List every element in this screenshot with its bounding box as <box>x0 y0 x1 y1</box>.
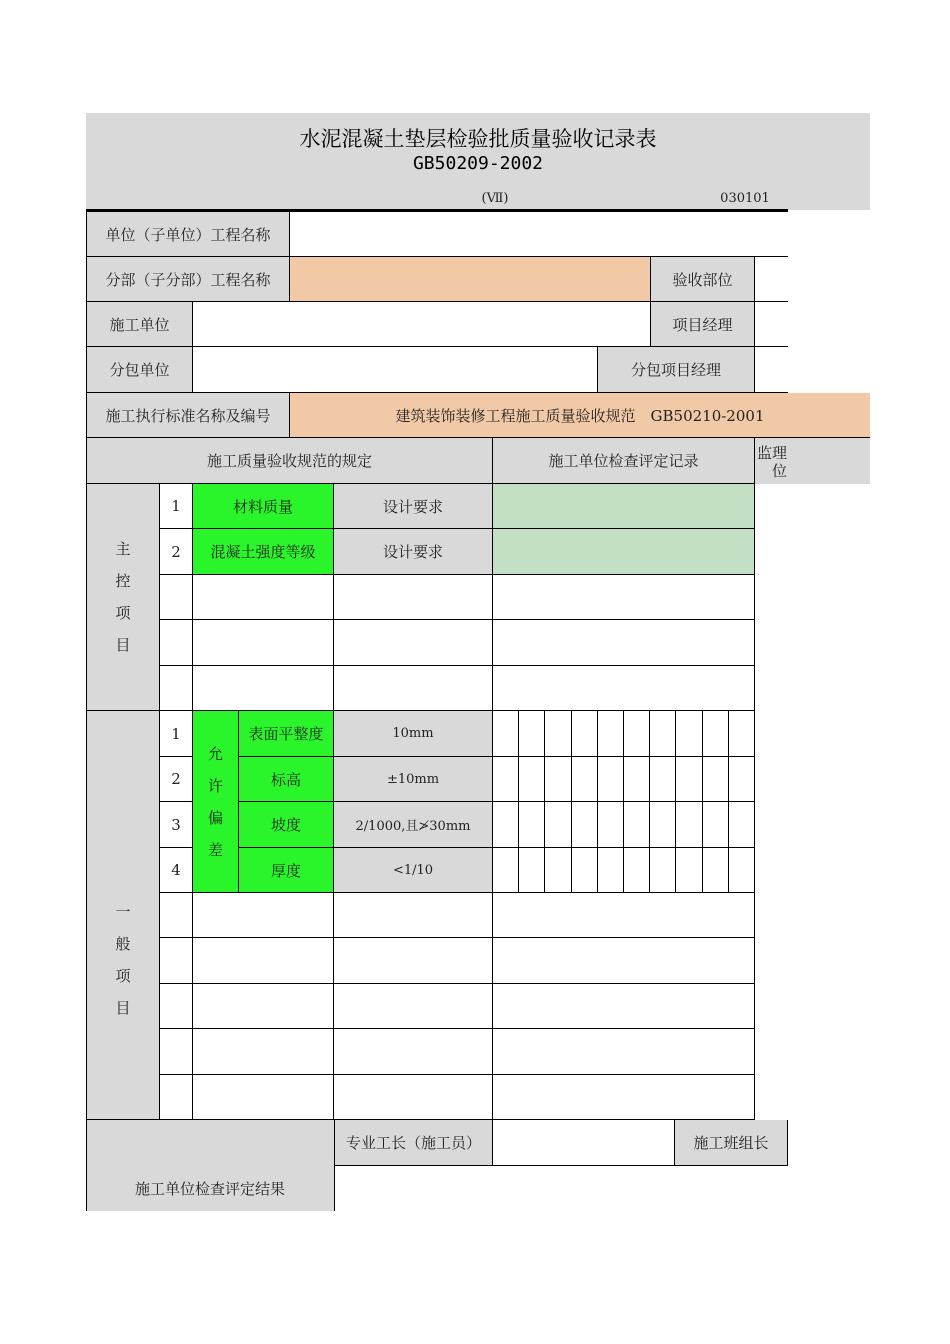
main-control-char: 主 <box>115 540 131 558</box>
subcontract-manager-label: 分包项目经理 <box>598 347 755 393</box>
general-empty-tolerance[interactable] <box>334 1029 493 1075</box>
general-empty-no <box>160 984 193 1029</box>
subcontract-unit-field[interactable] <box>193 347 598 393</box>
general-char: 目 <box>115 999 131 1017</box>
project-manager-label: 项目经理 <box>651 302 755 347</box>
roman-number: (Ⅶ) <box>481 190 509 206</box>
main-control-section-label <box>86 484 160 711</box>
general-item-tolerance: 10mm <box>334 711 493 757</box>
general-empty-no <box>160 938 193 984</box>
measurement-cell[interactable] <box>676 848 702 893</box>
form-title: 水泥混凝土垫层检验批质量验收记录表 <box>299 127 657 151</box>
measurement-cell[interactable] <box>650 711 676 757</box>
measurement-cell[interactable] <box>650 848 676 893</box>
supervision-column-border <box>754 484 755 1120</box>
footer-result-divider <box>334 1166 335 1211</box>
spec-header: 施工质量验收规范的规定 <box>86 438 493 484</box>
main-empty-no <box>160 620 193 666</box>
measurement-cell[interactable] <box>729 848 755 893</box>
main-empty-record[interactable] <box>493 575 755 620</box>
measurement-cell[interactable] <box>519 848 545 893</box>
measurement-cell[interactable] <box>703 711 729 757</box>
measurement-cell[interactable] <box>703 802 729 848</box>
measurement-cell[interactable] <box>598 802 624 848</box>
main-item-no: 1 <box>160 484 193 529</box>
measurement-cell[interactable] <box>729 711 755 757</box>
general-item-tolerance: 2/1000,且≯30mm <box>334 802 493 848</box>
main-empty-requirement[interactable] <box>334 666 493 711</box>
result-label: 施工单位检查评定结果 <box>134 1180 285 1198</box>
general-item-name: 厚度 <box>239 848 334 893</box>
subcontract-manager-field[interactable] <box>755 347 788 393</box>
general-item-tolerance: ±10mm <box>334 757 493 802</box>
general-empty-name[interactable] <box>193 984 334 1029</box>
general-char: 一 <box>115 903 131 921</box>
record-header: 施工单位检查评定记录 <box>493 438 755 484</box>
general-empty-tolerance[interactable] <box>334 984 493 1029</box>
sub-project-label: 分部（子分部）工程名称 <box>86 257 290 302</box>
main-item-requirement: 设计要求 <box>334 484 493 529</box>
general-section-label <box>86 711 160 1120</box>
measurement-cell[interactable] <box>624 757 650 802</box>
measurement-cell[interactable] <box>676 711 702 757</box>
acceptance-part-field[interactable] <box>755 257 788 302</box>
acceptance-part-label: 验收部位 <box>651 257 755 302</box>
main-empty-name[interactable] <box>193 575 334 620</box>
measurement-cell[interactable] <box>519 802 545 848</box>
main-item-name: 混凝土强度等级 <box>193 529 334 575</box>
measurement-cell[interactable] <box>598 757 624 802</box>
general-empty-tolerance[interactable] <box>334 938 493 984</box>
general-item-no: 1 <box>160 711 193 757</box>
general-empty-tolerance[interactable] <box>334 893 493 938</box>
foreman-label: 专业工长（施工员） <box>334 1120 493 1166</box>
measurement-cell[interactable] <box>650 757 676 802</box>
general-item-name: 坡度 <box>239 802 334 848</box>
main-item-record[interactable] <box>493 484 755 529</box>
measurement-cell[interactable] <box>729 757 755 802</box>
general-item-no: 2 <box>160 757 193 802</box>
deviation-char: 许 <box>207 776 223 795</box>
measurement-cell[interactable] <box>572 802 598 848</box>
general-item-name: 标高 <box>239 757 334 802</box>
unit-project-label: 单位（子单位）工程名称 <box>86 212 290 257</box>
measurement-cell[interactable] <box>493 802 519 848</box>
main-empty-name[interactable] <box>193 666 334 711</box>
measurement-cell[interactable] <box>676 757 702 802</box>
measurement-cell[interactable] <box>545 802 571 848</box>
main-item-no: 2 <box>160 529 193 575</box>
measurement-cell[interactable] <box>676 802 702 848</box>
main-empty-no <box>160 575 193 620</box>
main-empty-requirement[interactable] <box>334 620 493 666</box>
measurement-cell[interactable] <box>729 802 755 848</box>
measurement-cell[interactable] <box>572 757 598 802</box>
general-empty-name[interactable] <box>193 893 334 938</box>
measurement-cell[interactable] <box>598 848 624 893</box>
general-item-no: 3 <box>160 802 193 848</box>
general-empty-no <box>160 893 193 938</box>
standard-code: GB50209-2002 <box>412 152 544 174</box>
supervision-header <box>755 438 870 484</box>
construction-unit-field[interactable] <box>193 302 651 347</box>
general-empty-name[interactable] <box>193 938 334 984</box>
general-empty-no <box>160 1029 193 1075</box>
supervision-header-line2: 位 <box>771 461 787 480</box>
deviation-char: 差 <box>207 840 223 859</box>
main-item-name: 材料质量 <box>193 484 334 529</box>
measurement-cell[interactable] <box>624 711 650 757</box>
measurement-cell[interactable] <box>572 848 598 893</box>
main-item-requirement: 设计要求 <box>334 529 493 575</box>
supervision-header-line1: 监理 <box>756 443 787 462</box>
deviation-label <box>193 711 239 893</box>
main-item-record[interactable] <box>493 529 755 575</box>
measurement-cell[interactable] <box>519 711 545 757</box>
measurement-cell[interactable] <box>650 802 676 848</box>
exec-standard-label: 施工执行标准名称及编号 <box>86 393 290 438</box>
general-char: 项 <box>115 967 131 985</box>
measurement-cell[interactable] <box>493 711 519 757</box>
foreman-field[interactable] <box>493 1120 675 1166</box>
general-char: 般 <box>115 935 131 953</box>
measurement-cell[interactable] <box>624 848 650 893</box>
measurement-cell[interactable] <box>493 757 519 802</box>
main-empty-requirement[interactable] <box>334 575 493 620</box>
sub-project-field[interactable] <box>290 257 651 302</box>
general-item-tolerance: <1/10 <box>334 848 493 893</box>
measurement-cell[interactable] <box>624 802 650 848</box>
main-control-char: 项 <box>115 604 131 622</box>
subcontract-unit-label: 分包单位 <box>86 347 193 393</box>
deviation-char: 偏 <box>207 808 223 827</box>
measurement-cell[interactable] <box>545 848 571 893</box>
measurement-grid <box>493 711 755 893</box>
deviation-char: 允 <box>207 744 223 763</box>
main-control-char: 目 <box>115 636 131 654</box>
measurement-cell[interactable] <box>493 848 519 893</box>
general-empty-tolerance[interactable] <box>334 1075 493 1120</box>
general-item-name: 表面平整度 <box>239 711 334 757</box>
team-leader-label: 施工班组长 <box>675 1120 788 1166</box>
measurement-cell[interactable] <box>572 711 598 757</box>
main-empty-record[interactable] <box>493 620 755 666</box>
measurement-cell[interactable] <box>519 757 545 802</box>
measurement-cell[interactable] <box>598 711 624 757</box>
measurement-cell[interactable] <box>703 757 729 802</box>
measurement-cell[interactable] <box>545 711 571 757</box>
main-control-char: 控 <box>115 572 131 590</box>
general-empty-no <box>160 1075 193 1120</box>
general-item-no: 4 <box>160 848 193 893</box>
construction-unit-label: 施工单位 <box>86 302 193 347</box>
general-empty-record[interactable] <box>493 938 755 984</box>
general-empty-record[interactable] <box>493 984 755 1029</box>
form-code: 030101 <box>720 190 770 206</box>
main-empty-no <box>160 666 193 711</box>
measurement-cell[interactable] <box>545 757 571 802</box>
exec-standard-value: 建筑装饰装修工程施工质量验收规范 GB50210-2001 <box>290 393 870 438</box>
general-empty-record[interactable] <box>493 893 755 938</box>
main-empty-record[interactable] <box>493 666 755 711</box>
general-empty-name[interactable] <box>193 1075 334 1120</box>
measurement-cell[interactable] <box>703 848 729 893</box>
general-empty-record[interactable] <box>493 1075 755 1120</box>
main-empty-name[interactable] <box>193 620 334 666</box>
unit-project-field[interactable] <box>290 212 788 257</box>
general-empty-record[interactable] <box>493 1029 755 1075</box>
general-empty-name[interactable] <box>193 1029 334 1075</box>
project-manager-field[interactable] <box>755 302 788 347</box>
